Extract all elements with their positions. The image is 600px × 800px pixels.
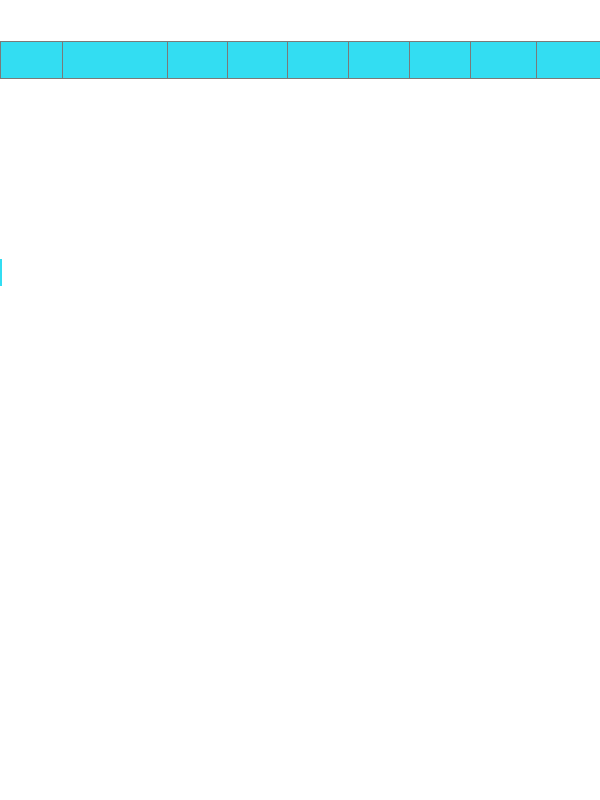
header-length (471, 42, 537, 79)
header-unit-blank (228, 42, 288, 79)
page-title (0, 2, 600, 42)
header-hip (410, 42, 471, 79)
header-row (1, 42, 600, 79)
header-photo (63, 42, 168, 79)
header-weight (537, 42, 600, 79)
edge-divider (0, 259, 2, 286)
header-bust (288, 42, 349, 79)
header-waist (349, 42, 410, 79)
header-art-no (1, 42, 63, 79)
size-chart-table (0, 41, 600, 79)
header-size-blank (168, 42, 228, 79)
